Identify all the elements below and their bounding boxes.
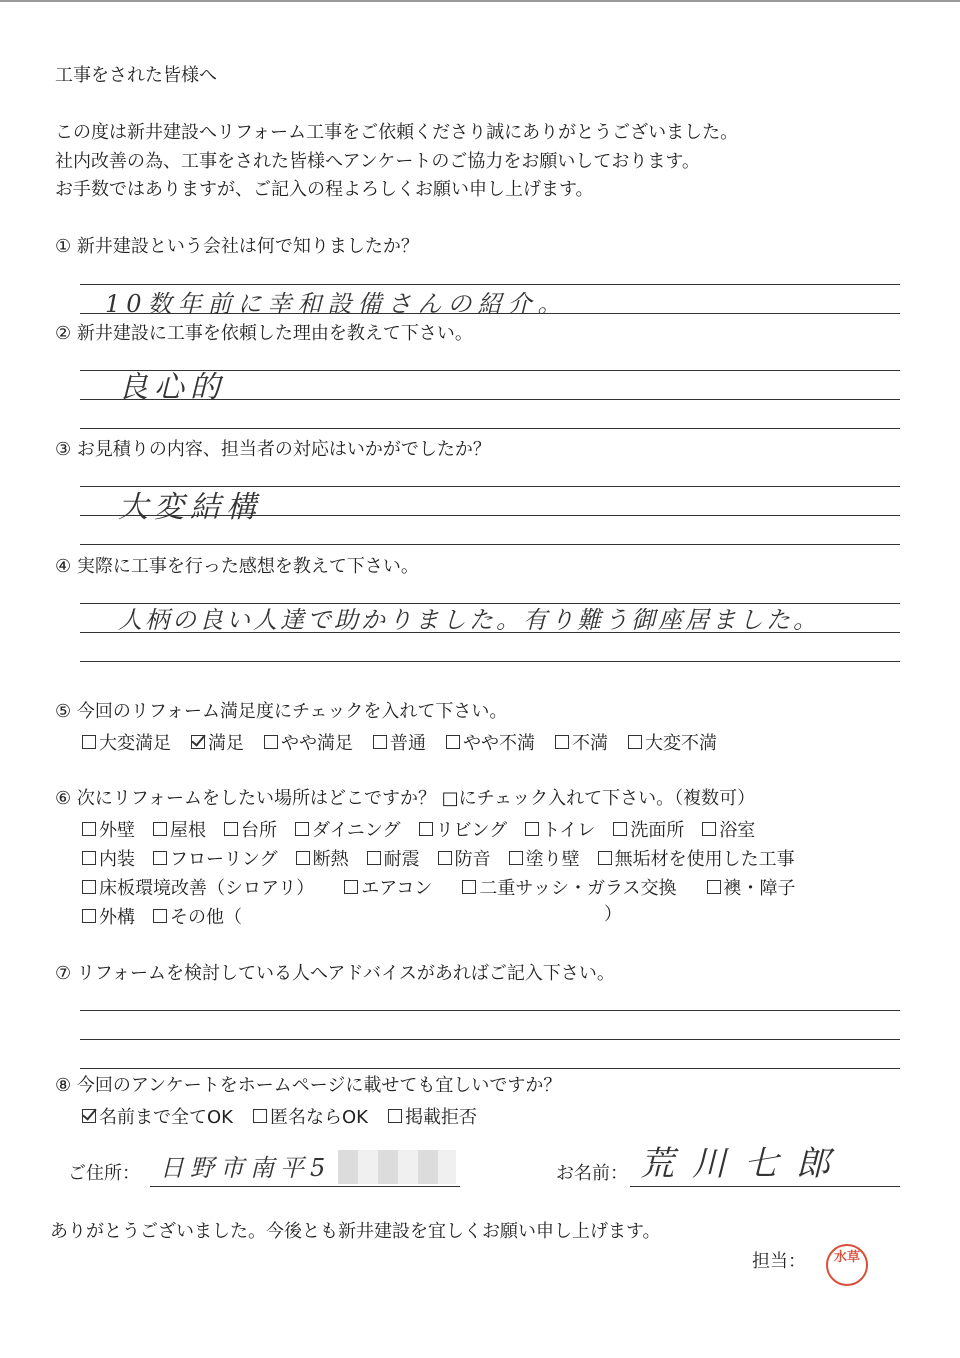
- satisfaction-option[interactable]: やや不満: [446, 729, 535, 755]
- location-option[interactable]: 洗面所: [613, 816, 684, 842]
- checkbox-checked[interactable]: [191, 735, 205, 749]
- checkbox[interactable]: [446, 735, 460, 749]
- satisfaction-option[interactable]: 普通: [373, 729, 426, 755]
- checkbox[interactable]: [598, 851, 612, 865]
- question-3: ③ お見積りの内容、担当者の対応はいかがでしたか？: [55, 439, 491, 460]
- closing-message: ありがとうございました。今後とも新井建設を宜しくお願い申し上げます。: [50, 1221, 661, 1242]
- location-option[interactable]: 外構: [82, 903, 135, 929]
- checkbox[interactable]: [82, 880, 96, 894]
- greeting: 工事をされた皆様へ: [55, 65, 217, 86]
- answer-2: 良心的: [118, 370, 226, 405]
- answer-line: [80, 1068, 900, 1069]
- checkbox[interactable]: [525, 822, 539, 836]
- location-option[interactable]: リビング: [419, 816, 508, 842]
- checkbox[interactable]: [82, 909, 96, 923]
- question-4: ④ 実際に工事を行った感想を教えて下さい。: [55, 556, 419, 577]
- satisfaction-options: [82, 729, 717, 755]
- publish-options: [82, 1103, 477, 1129]
- checkbox[interactable]: [82, 735, 96, 749]
- location-option[interactable]: エアコン: [344, 874, 432, 900]
- location-option[interactable]: 内装: [82, 845, 135, 871]
- question-7: ⑦ リフォームを検討している人へアドバイスがあればご記入下さい。: [55, 963, 615, 984]
- answer-line: [80, 1039, 900, 1040]
- answer-line: [80, 399, 900, 400]
- answer-line: [80, 661, 900, 662]
- location-options-row-4: [82, 903, 242, 929]
- staff-label: 担当：: [752, 1251, 806, 1272]
- checkbox[interactable]: [438, 851, 452, 865]
- location-options-row-1: [82, 816, 755, 842]
- answer-3: 大変結構: [118, 490, 262, 525]
- checkbox[interactable]: [224, 822, 238, 836]
- checkbox[interactable]: [253, 1109, 267, 1123]
- checkbox[interactable]: [613, 822, 627, 836]
- checkbox[interactable]: [264, 735, 278, 749]
- address-underline: [150, 1186, 460, 1187]
- staff-seal-stamp: 水草: [826, 1244, 868, 1286]
- answer-4: 人柄の良い人達で助かりました。有り難う御座居ました。: [118, 606, 820, 634]
- satisfaction-option[interactable]: 不満: [555, 729, 608, 755]
- satisfaction-option[interactable]: 大変不満: [628, 729, 717, 755]
- question-2: ② 新井建設に工事を依頼した理由を教えて下さい。: [55, 323, 473, 344]
- checkbox[interactable]: [296, 851, 310, 865]
- location-option[interactable]: 耐震: [367, 845, 420, 871]
- checkbox[interactable]: [419, 822, 433, 836]
- location-option[interactable]: 無垢材を使用した工事: [598, 845, 795, 871]
- redacted-address: [338, 1150, 456, 1184]
- question-1: ① 新井建設という会社は何で知りましたか？: [55, 236, 419, 257]
- question-6: ⑥ 次にリフォームをしたい場所はどこですか？ □にチェック入れて下さい。（複数可）: [55, 788, 756, 809]
- intro-line-2: 社内改善の為、工事をされた皆様へアンケートのご協力をお願いしております。: [55, 151, 700, 172]
- answer-line: [80, 632, 900, 633]
- checkbox[interactable]: [82, 822, 96, 836]
- location-option[interactable]: 台所: [224, 816, 277, 842]
- location-option[interactable]: 床板環境改善（シロアリ）: [82, 874, 314, 900]
- checkbox[interactable]: [373, 735, 387, 749]
- checkbox[interactable]: [344, 880, 358, 894]
- checkbox[interactable]: [388, 1109, 402, 1123]
- location-option[interactable]: 屋根: [153, 816, 206, 842]
- answer-line: [80, 486, 900, 487]
- answer-line: [80, 370, 900, 371]
- publish-option[interactable]: 匿名ならOK: [253, 1103, 368, 1129]
- location-option[interactable]: 塗り壁: [509, 845, 580, 871]
- satisfaction-option[interactable]: やや満足: [264, 729, 353, 755]
- answer-line: [80, 313, 900, 314]
- answer-line: [80, 544, 900, 545]
- checkbox[interactable]: [702, 822, 716, 836]
- location-option[interactable]: 浴室: [702, 816, 755, 842]
- location-option[interactable]: その他（: [153, 903, 242, 929]
- location-options-row-2: [82, 845, 795, 871]
- location-option[interactable]: トイレ: [525, 816, 595, 842]
- page-edge: [0, 0, 960, 2]
- intro-line-3: お手数ではありますが、ご記入の程よろしくお願い申し上げます。: [55, 179, 594, 200]
- answer-line: [80, 1010, 900, 1011]
- address-label: ご住所：: [68, 1163, 140, 1184]
- checkbox[interactable]: [555, 735, 569, 749]
- location-option[interactable]: フローリング: [153, 845, 278, 871]
- location-option[interactable]: 襖・障子: [707, 874, 796, 900]
- satisfaction-option[interactable]: 満足: [191, 729, 244, 755]
- other-close-paren: ）: [604, 904, 622, 925]
- publish-option[interactable]: 名前まで全てOK: [82, 1103, 233, 1129]
- checkbox[interactable]: [153, 822, 167, 836]
- intro-line-1: この度は新井建設へリフォーム工事をご依頼くださり誠にありがとうございました。: [55, 122, 739, 143]
- name-value: 荒川七郎: [640, 1144, 848, 1184]
- checkbox[interactable]: [295, 822, 309, 836]
- answer-line: [80, 284, 900, 285]
- question-5: ⑤ 今回のリフォーム満足度にチェックを入れて下さい。: [55, 701, 508, 722]
- checkbox[interactable]: [707, 880, 721, 894]
- checkbox[interactable]: [509, 851, 523, 865]
- checkbox[interactable]: [462, 880, 476, 894]
- satisfaction-option[interactable]: 大変満足: [82, 729, 171, 755]
- location-option[interactable]: 防音: [438, 845, 491, 871]
- location-option[interactable]: 外壁: [82, 816, 135, 842]
- answer-line: [80, 603, 900, 604]
- answer-line: [80, 428, 900, 429]
- checkbox[interactable]: [367, 851, 381, 865]
- answer-1: 10数年前に幸和設備さんの紹介。: [105, 290, 568, 318]
- publish-option[interactable]: 掲載拒否: [388, 1103, 477, 1129]
- address-value: 日野市南平5: [160, 1154, 332, 1182]
- location-options-row-3: [82, 874, 796, 900]
- checkbox-checked[interactable]: [82, 1109, 96, 1123]
- name-label: お名前：: [556, 1163, 628, 1184]
- answer-line: [80, 515, 900, 516]
- question-8: ⑧ 今回のアンケートをホームページに載せても宜しいですか？: [55, 1075, 562, 1096]
- checkbox[interactable]: [153, 851, 167, 865]
- location-option[interactable]: ダイニング: [295, 816, 401, 842]
- name-underline: [630, 1186, 900, 1187]
- location-option[interactable]: 二重サッシ・ガラス交換: [462, 874, 676, 900]
- checkbox[interactable]: [153, 909, 167, 923]
- checkbox[interactable]: [628, 735, 642, 749]
- checkbox[interactable]: [82, 851, 96, 865]
- location-option[interactable]: 断熱: [296, 845, 349, 871]
